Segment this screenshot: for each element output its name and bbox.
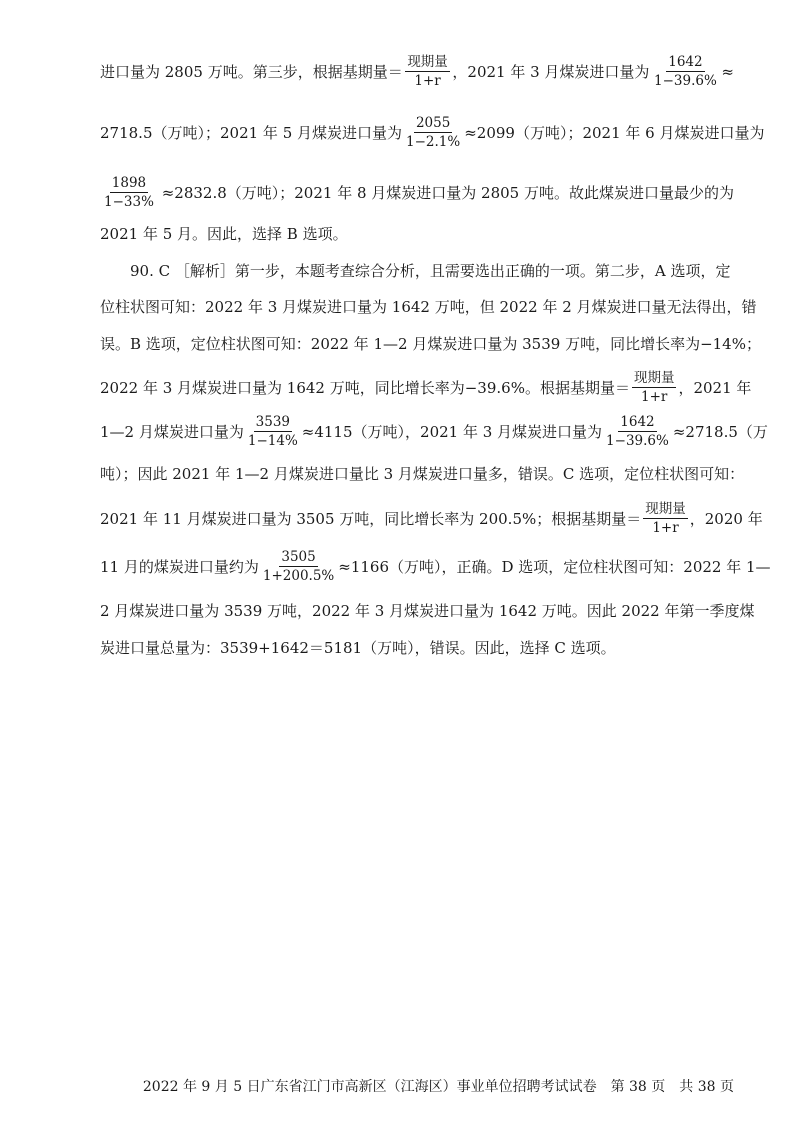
fraction [643,501,688,536]
fraction [404,115,462,150]
text-segment: ≈1166（万吨），正确。D 选项，定位柱状图可知：2022 年 1— [338,557,771,576]
fraction [604,414,671,449]
text-line [100,370,752,405]
fraction-numerator: 现期量 [633,370,675,386]
text-line [100,601,755,621]
fraction-numerator: 3539 [255,414,290,430]
fraction-numerator: 3505 [281,549,316,565]
text-segment: ，2020 年 [689,509,763,528]
text-segment: ≈ [721,62,734,81]
text-line [100,115,765,150]
text-segment: 90. C ［解析］第一步，本题考查综合分析，且需要选出正确的一项。第二步，A 选项，定 [130,262,731,280]
fraction-numerator: 现期量 [645,501,686,517]
text-segment: 进口量为 2805 万吨。第三步，根据基期量＝ [100,62,403,81]
fraction-denominator: 1−39.6% [606,433,669,449]
fraction-denominator: 1+r [641,389,668,405]
text-segment: 误。B 选项，定位柱状图可知：2022 年 1—2 月煤炭进口量为 3539 万吨，同比增长率为−14%； [100,335,761,353]
text-line [100,464,745,484]
fraction [632,370,677,405]
text-segment: 1—2 月煤炭进口量为 [100,422,244,441]
text-line [100,334,761,354]
text-segment: ≈2099（万吨）；2021 年 6 月煤炭进口量为 [464,123,765,142]
text-line [100,297,757,317]
text-segment: 2718.5（万吨）；2021 年 5 月煤炭进口量为 [100,123,403,142]
fraction-denominator: 1−39.6% [654,73,717,89]
text-line [100,175,734,210]
text-segment: 位柱状图可知：2022 年 3 月煤炭进口量为 1642 万吨，但 2022 年 2 月煤炭进口量无法得出，错 [100,298,757,316]
text-line [100,54,734,89]
text-line [100,501,763,536]
fraction [246,414,300,449]
text-segment: ，2021 年 [678,378,752,397]
fraction [102,175,156,210]
fraction-denominator: 1+r [414,73,441,89]
text-segment: 炭进口量总量为：3539+1642＝5181（万吨），错误。因此，选择 C 选项。 [100,639,616,657]
fraction [652,54,719,89]
text-segment: 2021 年 5 月。因此，选择 B 选项。 [100,225,348,243]
fraction-denominator: 1+r [652,520,679,536]
page-footer: 2022 年 9 月 5 日广东省江门市高新区（江海区）事业单位招聘考试试卷 第 38 页 共 38 页 [142,1079,734,1095]
text-segment: ≈2718.5（万 [672,422,768,441]
fraction-denominator: 1−33% [104,194,154,210]
text-segment: 2022 年 3 月煤炭进口量为 1642 万吨，同比增长率为−39.6%。根据基期量＝ [100,378,630,397]
text-line [100,549,771,584]
fraction-denominator: 1−2.1% [406,134,461,150]
fraction-denominator: 1−14% [247,433,298,449]
fraction-numerator: 1642 [620,414,655,430]
fraction [261,549,336,584]
text-segment: 11 月的煤炭进口量约为 [100,557,259,576]
fraction-numerator: 1642 [668,54,703,70]
fraction-denominator: 1+200.5% [262,568,335,584]
fraction [405,54,450,89]
text-segment: 2 月煤炭进口量为 3539 万吨，2022 年 3 月煤炭进口量为 1642 万吨。因此 2022 年第一季度煤 [100,602,755,620]
text-line [100,638,734,658]
text-segment: 2021 年 11 月煤炭进口量为 3505 万吨，同比增长率为 200.5%；根据基期量＝ [100,509,642,528]
text-segment: ，2021 年 3 月煤炭进口量为 [452,62,650,81]
text-line [100,224,734,244]
fraction-numerator: 1898 [111,175,147,191]
fraction-numerator: 现期量 [407,54,448,70]
text-line [100,414,768,449]
text-line [100,261,734,281]
text-segment: ≈4115（万吨），2021 年 3 月煤炭进口量为 [301,422,603,441]
text-segment: ≈2832.8（万吨）；2021 年 8 月煤炭进口量为 2805 万吨。故此煤炭进口量最少的为 [161,183,734,202]
fraction-numerator: 2055 [415,115,451,131]
text-segment: 吨）；因此 2021 年 1—2 月煤炭进口量比 3 月煤炭进口量多，错误。C 选项，定位柱状图可知： [100,465,745,483]
